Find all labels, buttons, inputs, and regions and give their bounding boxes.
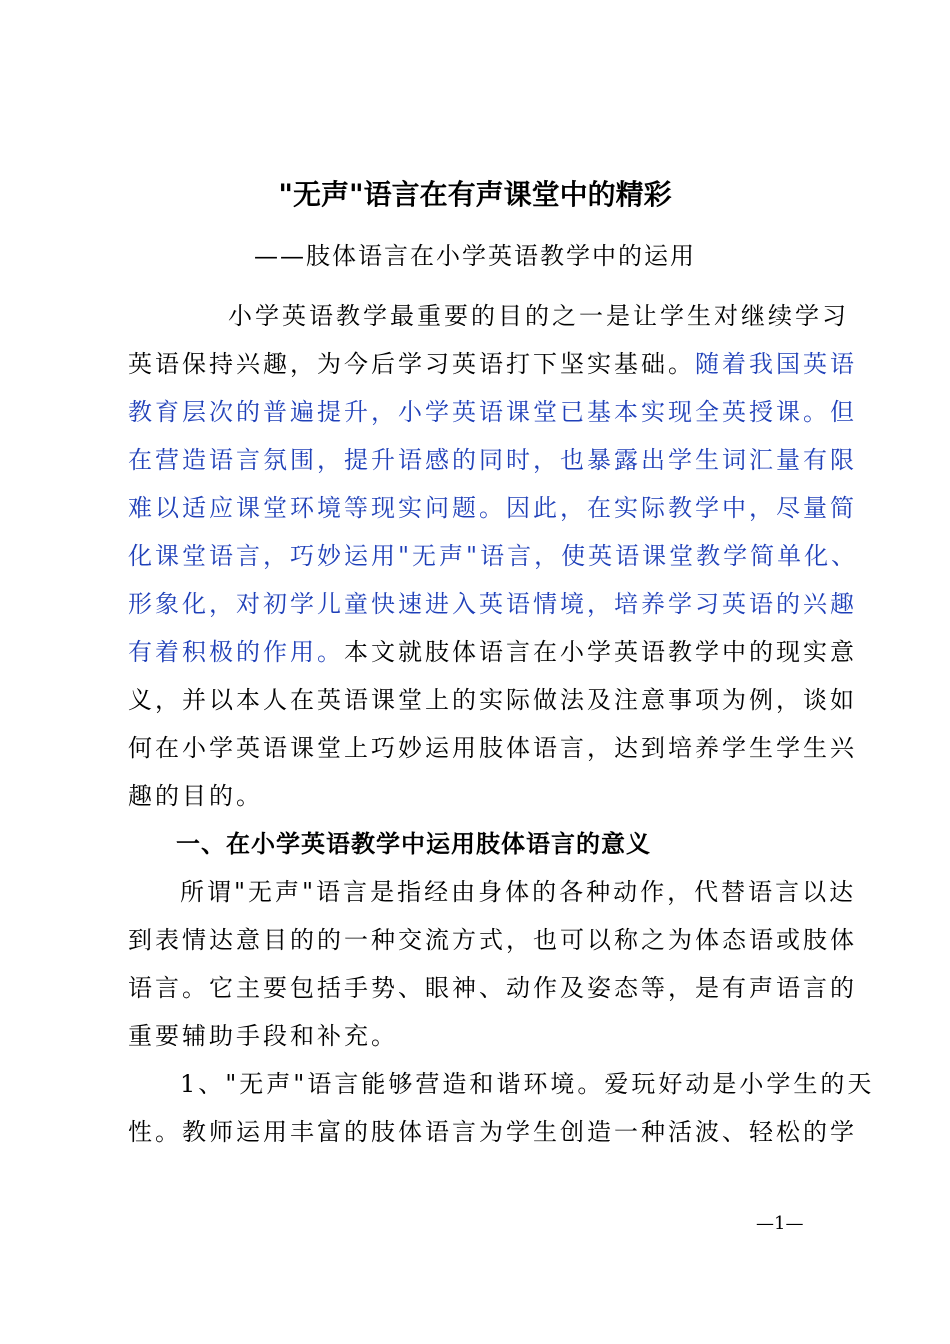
text-line: 趣的目的。	[128, 782, 263, 810]
text-line: 性。教师运用丰富的肢体语言为学生创造一种活波、轻松的学	[128, 1118, 857, 1146]
text-segment: 英语保持兴趣，为今后学习英语打下坚实基础。	[128, 350, 695, 378]
text-line: 义，并以本人在英语课堂上的实际做法及注意事项为例，谈如	[128, 686, 857, 714]
section-1	[128, 820, 832, 868]
text-segment: 本文就肢体语言在小学英语教学中的现实意	[344, 638, 857, 666]
highlighted-text-line: 在营造语言氛围，提升语感的同时，也暴露出学生词汇量有限	[128, 446, 857, 474]
document-subtitle: ——肢体语言在小学英语教学中的运用	[254, 242, 696, 270]
text-line: 1、"无声"语言能够营造和谐环境。爱玩好动是小学生的天	[180, 1070, 875, 1098]
text-line: 小学英语教学最重要的目的之一是让学生对继续学习	[228, 302, 849, 330]
text-line: 到表情达意目的的一种交流方式，也可以称之为体态语或肢体	[128, 926, 857, 954]
highlighted-text-line: 难以适应课堂环境等现实问题。因此，在实际教学中，尽量简	[128, 494, 857, 522]
section-1-paragraph-1	[128, 868, 857, 1060]
highlighted-text: 有着积极的作用。	[128, 638, 344, 666]
highlighted-text-line: 教育层次的普遍提升，小学英语课堂已基本实现全英授课。但	[128, 398, 857, 426]
text-line: 所谓"无声"语言是指经由身体的各种动作，代替语言以达	[180, 878, 857, 906]
text-line: 语言。它主要包括手势、眼神、动作及姿态等，是有声语言的	[128, 974, 857, 1002]
text-line	[128, 628, 857, 676]
page-number: —1—	[756, 1213, 804, 1234]
text-line: 何在小学英语课堂上巧妙运用肢体语言，达到培养学生学生兴	[128, 734, 857, 762]
section-heading: 一、在小学英语教学中运用肢体语言的意义	[176, 830, 651, 858]
highlighted-text-line: 形象化，对初学儿童快速进入英语情境，培养学习英语的兴趣	[128, 590, 857, 618]
document-title: "无声"语言在有声课堂中的精彩	[278, 178, 672, 211]
highlighted-text-line: 化课堂语言，巧妙运用"无声"语言，使英语课堂教学简单化、	[128, 542, 859, 570]
highlighted-text: 随着我国英语	[695, 350, 857, 378]
text-line: 重要辅助手段和补充。	[128, 1022, 398, 1050]
text-line	[128, 340, 857, 388]
section-1-paragraph-2	[128, 1060, 875, 1156]
intro-paragraph	[128, 292, 859, 820]
